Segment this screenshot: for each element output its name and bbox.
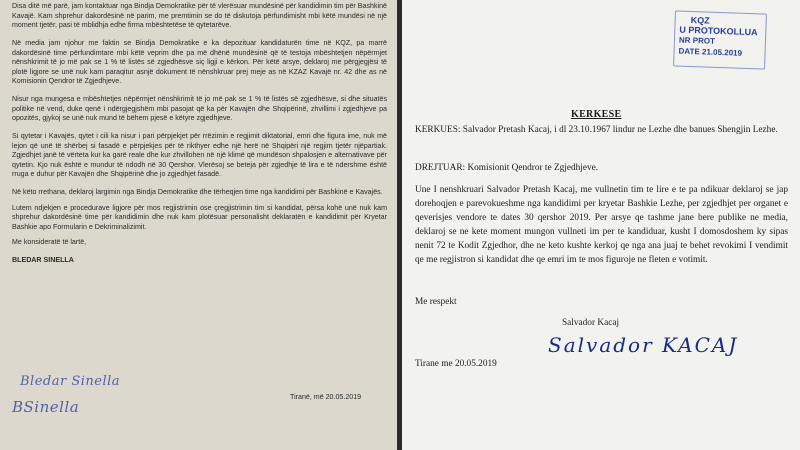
left-paragraph-6: Lutem ndjekjen e procedurave ligjore për mos regjistrimin ose çregjistrimin tim si kandidat, përsa kohë unë nuk kam shprehur dakordësinë time për kandidimin dhe nuk kam plotësuar personalisht deklaratën e kandidimit për Kryetar Bashkie apo Formularin e Dekriminalizimit.: [12, 203, 387, 231]
left-paragraph-2: Në media jam njohur me faktin se Bindja Demokratike e ka depozituar kandidaturën time në KQZ, pa marrë dakordësinë time përfundimtare mbi këtë veprim dhe pa më dhënë mundësinë që të testoja mbështetjen nëpërmjet nënshkrimit të jo më pak se 1 % të listës së zgjedhësve siç ligji e kërkon. Për këtë arsye, deklaroj me përgjegjësi të plotë ligjore se unë nuk kam paraqitur asnjë dokument të nënshkruar prej meje as në KZAZ Kavajë nr. 42 dhe as në Komisionin Qendror të Zgjedhjeve.: [12, 39, 387, 85]
left-handwritten-signature: BSinella: [12, 398, 80, 416]
left-paragraph-4: Si qytetar i Kavajës, qytet i cili ka nisur i pari përpjekjet për rrëzimin e regjimit diktatorial, emri dhe figura ime, nuk më lejon që unë të shërbej si fasadë e përpjekjes për të rikthyer edhe një herë në Shqipëri një regjim tjetër njëpartiak. Zgjedhjet janë të vërteta kur ka garë reale dhe kur zhvillohen në një klimë që mundëson shpalosjen e alternativave për qytetin. Kjo nuk është e mundur të ndodh në 30 Qershor. Vlerësoj se beteja për zgjedhje të lira e të ndershme është rruga e duhur për Kavajën dhe Shqipërinë dhe jo zgjedhjet fasadë.: [12, 132, 387, 178]
left-paragraph-5: Në këto rrethana, deklaroj largimin nga Bindja Demokratike dhe tërheqjen time nga kandidimi për Bashkinë e Kavajës.: [12, 188, 383, 196]
stamp-line-1: KQZ: [690, 14, 710, 26]
left-paragraph-3: Nisur nga mungesa e mbështetjes nëpërmjet nënshkrimit të jo më pak se 1 % të listës së zgjedhësve, si dhe situatës politike në vend, duke qenë i ndërgjegjshëm mbi pasojat që ka për Kavajën dhe Shqipërinë, zhvillimi i zgjedhjeve pa opozitës, gjykoj se unë nuk mund të bëhem pjesë e këtyre zgjedhjeve.: [12, 95, 387, 122]
kerkues-label: KERKUES:: [415, 125, 461, 135]
right-handwritten-signature: Salvador KACAJ: [548, 333, 739, 357]
right-place-date: Tirane me 20.05.2019: [415, 359, 497, 369]
drejtuar-line: [415, 162, 598, 176]
left-handwritten-name: Bledar Sinella: [20, 374, 121, 389]
document-title: KERKESE: [571, 109, 622, 120]
right-signer-name: Salvador Kacaj: [562, 318, 620, 328]
left-document: [0, 0, 397, 450]
drejtuar-text: Komisionit Qendror te Zgjedhjeve.: [467, 163, 599, 173]
regards-text: Me respekt: [415, 297, 457, 307]
left-signer-name: BLEDAR SINELLA: [12, 256, 74, 264]
left-paragraph-1: Disa ditë më parë, jam kontaktuar nga Bindja Demokratike për të vlerësuar mundësinë për kandidimin tim për Bashkinë Kavajë. Kam shprehur dakordësinë në parim, me premtimin se do të diskutoja përfundimisht mbi këtë mundësi në një moment tjetër, pasi të mblidhja edhe firma mbështetëse të qytetarëve.: [12, 2, 387, 29]
stamp-line-4: DATE 21.05.2019: [678, 46, 743, 58]
protocol-stamp: [673, 10, 767, 69]
kerkues-text: Salvador Pretash Kacaj, i dl 23.10.1967 lindur ne Lezhe dhe banues Shengjin Lezhe.: [462, 125, 778, 135]
kerkues-line: [415, 124, 788, 138]
left-closing: Me konsideratë të lartë,: [12, 238, 87, 246]
request-body: Une I nenshkruari Salvador Pretash Kacaj, me vullnetin tim te lire e te pa ndikuar deklaroj se jap dorehoqjen e parevokueshme nga kandidimi per kryetar Bashkie Lezhe, per zgjedhjet per organet e qeverisjes vendore te dates 30 qershor 2019. Per arsye qe tashme jane bere publike ne media, deklaroj se ne kete moment mungon vullneti im per te kandiduar, kusht I domosdoshem ky sipas nenit 72 te Kodit Zgjedhor, dhe ne keto kushte kerkoj qe nga ana juaj te behet revokimi I vendimit qe me regjistron si kandidat dhe qe emri im te mos figuroje ne fleten e votimit.: [415, 185, 788, 265]
stamp-line-3: NR PROT: [678, 35, 716, 46]
right-document: [402, 0, 800, 450]
drejtuar-label: DREJTUAR:: [415, 163, 466, 173]
stamp-line-2: U PROTOKOLLUA: [679, 24, 758, 38]
left-place-date: Tiranë, më 20.05.2019: [290, 393, 362, 401]
